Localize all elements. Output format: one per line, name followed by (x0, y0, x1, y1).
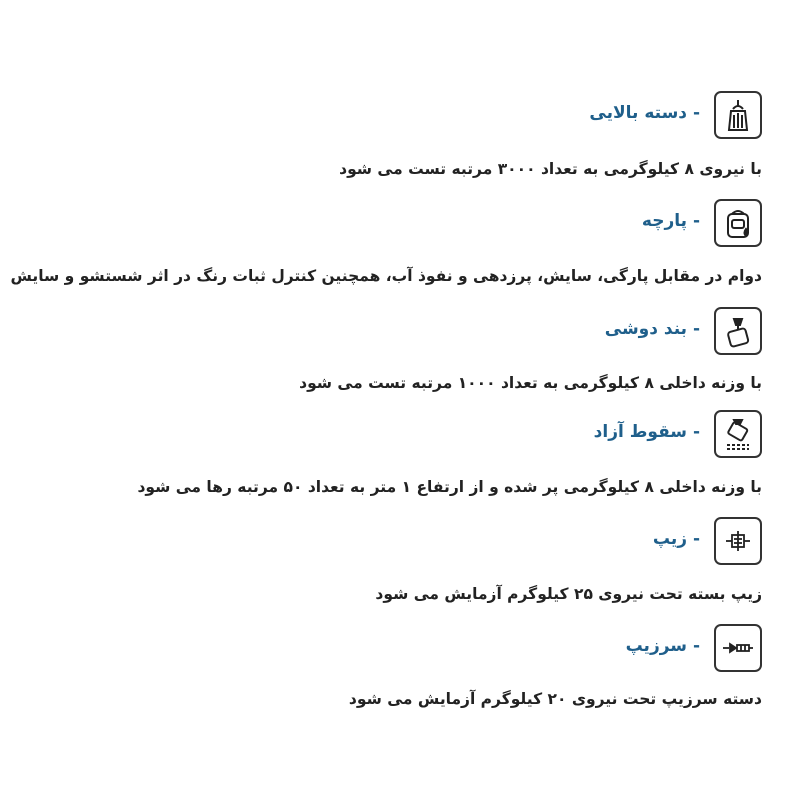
free-fall-icon (714, 410, 762, 458)
feature-description: با وزنه داخلی ۸ کیلوگرمی به تعداد ۱۰۰۰ مرتبه تست می شود (299, 374, 762, 392)
feature-title: - دسته بالایی (589, 103, 700, 123)
zipper-pull-icon (714, 624, 762, 672)
feature-heading-top-handle (20, 91, 762, 143)
fabric-bag-icon (714, 199, 762, 247)
feature-heading-zipper (20, 517, 762, 569)
feature-description: دوام در مقابل پارگی، سایش، پرزدهی و نفوذ آب، همچنین کنترل ثبات رنگ در اثر شستشو و سایش (10, 267, 762, 285)
feature-heading-zipper-pull (20, 624, 762, 676)
feature-title: - سقوط آزاد (593, 422, 700, 442)
feature-description: با نیروی ۸ کیلوگرمی به تعداد ۳۰۰۰ مرتبه تست می شود (339, 160, 762, 178)
feature-heading-fabric (20, 199, 762, 251)
feature-title: - سرزیپ (625, 636, 700, 656)
feature-heading-free-fall (20, 410, 762, 462)
feature-description: دسته سرزیپ تحت نیروی ۲۰ کیلوگرم آزمایش می شود (348, 690, 762, 708)
shoulder-strap-icon (714, 307, 762, 355)
feature-title: - بند دوشی (604, 319, 700, 339)
top-handle-icon (714, 91, 762, 139)
feature-heading-shoulder-strap (20, 307, 762, 359)
feature-title: - زیپ (652, 529, 700, 549)
feature-description: زیپ بسته تحت نیروی ۲۵ کیلوگرم آزمایش می شود (375, 585, 762, 603)
zipper-icon (714, 517, 762, 565)
feature-description: با وزنه داخلی ۸ کیلوگرمی پر شده و از ارتفاع ۱ متر به تعداد ۵۰ مرتبه رها می شود (137, 478, 762, 496)
feature-title: - پارچه (641, 211, 700, 231)
